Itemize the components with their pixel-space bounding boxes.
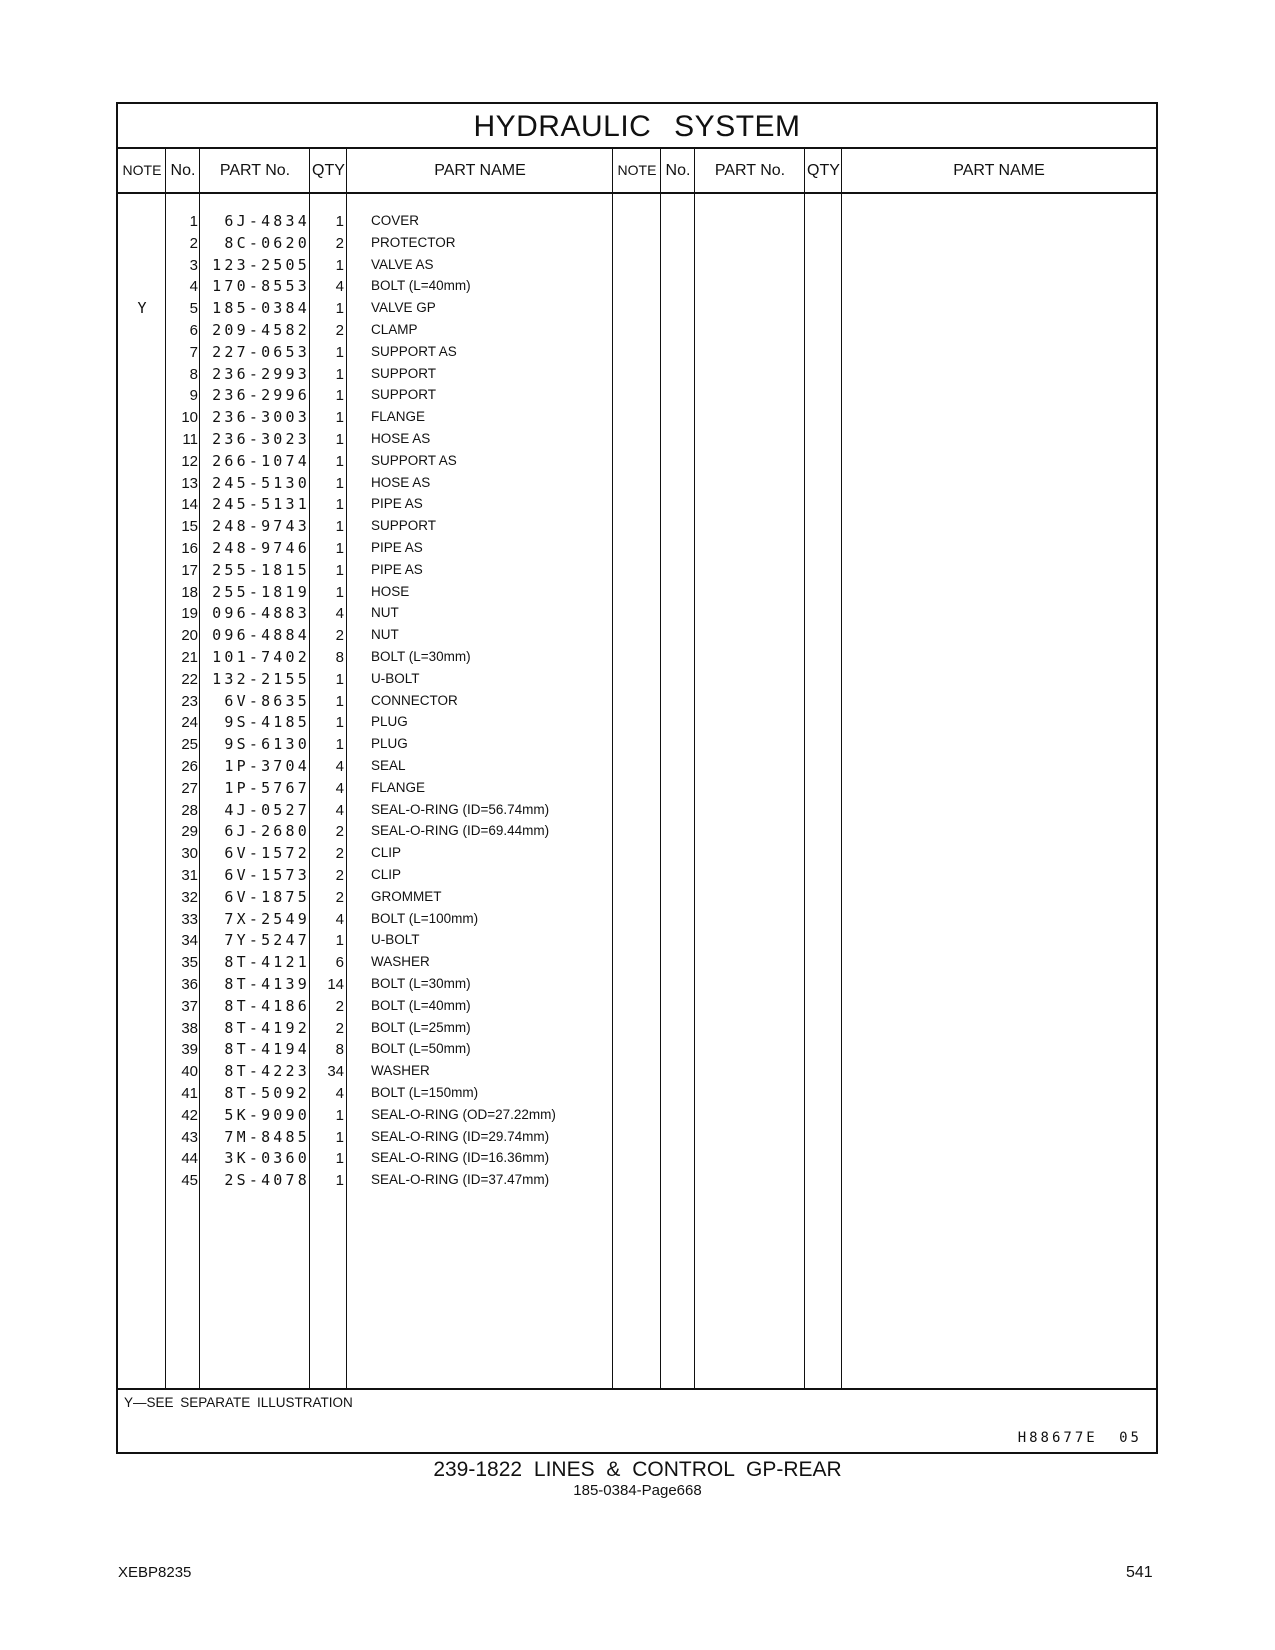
quantity: 1	[335, 583, 344, 601]
item-number: 20	[181, 627, 198, 645]
part-name: SEAL-O-RING (ID=56.74mm)	[371, 801, 550, 817]
part-name: FLANGE	[371, 409, 426, 425]
part-number: 9S-6130	[224, 735, 310, 754]
item-number: 41	[181, 1085, 198, 1102]
table-row	[118, 407, 1156, 429]
note-cell	[118, 473, 166, 495]
table-row	[118, 255, 1156, 277]
part-name: CONNECTOR	[371, 692, 458, 708]
part-name: PROTECTOR	[371, 234, 456, 250]
item-number: 17	[181, 561, 198, 579]
note-cell	[118, 821, 166, 843]
note-cell	[118, 1170, 166, 1192]
item-number: 38	[181, 1019, 198, 1037]
table-row	[118, 821, 1156, 843]
part-number: 6J-2680	[224, 822, 310, 841]
header-no-right: No.	[665, 162, 691, 179]
item-number: 27	[181, 779, 198, 797]
quantity: 2	[335, 234, 344, 252]
quantity: 1	[335, 736, 344, 754]
item-number: 1	[189, 213, 198, 230]
note-cell	[118, 843, 166, 865]
note-cell	[118, 494, 166, 516]
part-number: 6J-4834	[224, 212, 310, 230]
part-name: VALVE AS	[371, 256, 434, 272]
part-number: 8T-4139	[224, 975, 310, 993]
item-number: 5	[189, 300, 198, 318]
quantity: 1	[335, 1172, 344, 1190]
table-row	[118, 233, 1156, 255]
table-row	[118, 647, 1156, 669]
item-number: 35	[181, 954, 198, 972]
part-name: FLANGE	[371, 779, 426, 795]
table-row	[118, 320, 1156, 342]
quantity: 34	[327, 1063, 344, 1081]
page-title: HYDRAULIC SYSTEM	[118, 104, 1156, 149]
part-number: 255-1819	[212, 582, 310, 601]
part-number: 245-5130	[212, 473, 310, 492]
quantity: 1	[335, 496, 344, 514]
quantity: 2	[335, 322, 344, 339]
quantity: 2	[335, 845, 344, 863]
part-number: 8C-0620	[224, 233, 310, 252]
quantity: 1	[335, 474, 344, 492]
part-number: 266-1074	[212, 451, 310, 470]
part-number: 096-4884	[212, 626, 310, 645]
part-name: CLIP	[371, 867, 402, 882]
item-number: 14	[181, 496, 198, 514]
part-name: BOLT (L=100mm)	[371, 910, 479, 926]
quantity: 1	[335, 518, 344, 536]
quantity: 1	[335, 1106, 344, 1124]
note-cell	[118, 996, 166, 1018]
table-row	[118, 625, 1156, 647]
part-number: 236-3023	[212, 430, 310, 448]
quantity: 1	[335, 540, 344, 557]
item-number: 30	[181, 845, 198, 863]
part-name: CLAMP	[371, 322, 418, 337]
item-number: 8	[189, 365, 198, 383]
part-name: WASHER	[371, 954, 430, 970]
quantity: 1	[335, 670, 344, 688]
header-qty: QTY	[312, 162, 345, 179]
header-note: NOTE	[122, 162, 162, 178]
table-row	[118, 1105, 1156, 1127]
quantity: 1	[335, 714, 344, 732]
table-row	[118, 211, 1156, 233]
item-number: 23	[181, 692, 198, 710]
group-caption: 239-1822 LINES & CONTROL GP-REAR	[433, 1458, 842, 1481]
quantity: 4	[335, 278, 344, 296]
part-name: SUPPORT	[371, 387, 437, 403]
part-number: 1P-5767	[224, 778, 310, 797]
item-number: 45	[181, 1172, 198, 1190]
part-number: 8T-4121	[224, 953, 310, 972]
part-name: SEAL	[371, 758, 406, 773]
part-number: 123-2505	[212, 255, 310, 274]
part-name: BOLT (L=30mm)	[371, 649, 471, 664]
quantity: 8	[335, 1041, 344, 1059]
part-number: 8T-5092	[224, 1084, 310, 1102]
part-number: 5K-9090	[224, 1105, 310, 1124]
quantity: 1	[335, 213, 344, 230]
item-number: 28	[181, 801, 198, 819]
item-number: 18	[181, 583, 198, 601]
note-cell	[118, 1127, 166, 1149]
note-cell	[118, 320, 166, 342]
note-cell	[118, 930, 166, 952]
quantity: 4	[335, 605, 344, 623]
part-name: WASHER	[371, 1063, 430, 1079]
part-number: 6V-1572	[224, 844, 310, 863]
part-name: SUPPORT AS	[371, 452, 457, 468]
table-row	[118, 930, 1156, 952]
note-cell	[118, 1105, 166, 1127]
quantity: 1	[335, 300, 344, 318]
part-name: PIPE AS	[371, 561, 423, 577]
part-name: HOSE AS	[371, 431, 431, 446]
part-number: 255-1815	[212, 560, 310, 579]
part-name: BOLT (L=40mm)	[371, 278, 471, 294]
note-cell	[118, 778, 166, 800]
note-cell	[118, 1148, 166, 1170]
part-name: VALVE GP	[371, 300, 436, 316]
item-number: 39	[181, 1041, 198, 1059]
item-number: 12	[181, 452, 198, 470]
table-row	[118, 691, 1156, 713]
table-row	[118, 887, 1156, 909]
part-name: SUPPORT	[371, 518, 437, 534]
note-cell: Y	[137, 299, 147, 318]
part-number: 185-0384	[212, 299, 310, 318]
note-cell	[118, 974, 166, 996]
part-number: 245-5131	[212, 495, 310, 514]
item-number: 16	[181, 540, 198, 557]
table-row	[118, 1018, 1156, 1040]
part-name: U-BOLT	[371, 932, 420, 948]
group-subcaption: 185-0384-Page668	[573, 1482, 702, 1499]
part-number: 6V-1875	[224, 887, 310, 906]
table-row	[118, 451, 1156, 473]
table-row	[118, 843, 1156, 865]
quantity: 4	[335, 801, 344, 819]
part-number: 7Y-5247	[224, 931, 310, 950]
quantity: 1	[335, 256, 344, 274]
part-number: 4J-0527	[224, 800, 310, 819]
quantity: 1	[335, 452, 344, 470]
note-cell	[118, 538, 166, 560]
item-number: 36	[181, 976, 198, 993]
note-cell	[118, 909, 166, 931]
note-cell	[118, 647, 166, 669]
quantity: 4	[335, 1085, 344, 1102]
quantity: 1	[335, 1150, 344, 1168]
part-number: 8T-4194	[224, 1040, 310, 1059]
item-number: 24	[181, 714, 198, 732]
part-number: 8T-4192	[224, 1018, 310, 1037]
part-number: 209-4582	[212, 321, 310, 339]
table-row	[118, 1170, 1156, 1192]
item-number: 26	[181, 758, 198, 775]
table-row	[118, 1039, 1156, 1061]
item-number: 4	[189, 278, 198, 296]
table-row	[118, 603, 1156, 625]
note-cell	[118, 712, 166, 734]
part-name: HOSE	[371, 583, 410, 599]
part-name: NUT	[371, 627, 399, 643]
quantity: 1	[335, 343, 344, 361]
note-cell	[118, 691, 166, 713]
note-cell	[118, 1061, 166, 1083]
note-cell	[118, 1018, 166, 1040]
part-name: PIPE AS	[371, 540, 423, 555]
footnote: Y—SEE SEPARATE ILLUSTRATION	[124, 1395, 353, 1410]
note-cell	[118, 385, 166, 407]
item-number: 29	[181, 823, 198, 841]
part-name: BOLT (L=30mm)	[371, 976, 471, 991]
item-number: 25	[181, 736, 198, 754]
item-number: 11	[182, 431, 198, 448]
item-number: 34	[181, 932, 198, 950]
quantity: 8	[335, 649, 344, 666]
part-name: PLUG	[371, 714, 408, 730]
note-cell	[118, 560, 166, 582]
part-number: 248-9743	[212, 517, 310, 536]
part-name: BOLT (L=40mm)	[371, 997, 471, 1013]
header-qty-right: QTY	[807, 162, 840, 179]
table-row	[118, 342, 1156, 364]
quantity: 1	[335, 561, 344, 579]
part-name: PIPE AS	[371, 496, 423, 512]
part-name: U-BOLT	[371, 670, 420, 686]
table-row	[118, 996, 1156, 1018]
header-no: No.	[170, 162, 196, 179]
table-row	[118, 494, 1156, 516]
item-number: 32	[181, 888, 198, 906]
part-number: 9S-4185	[224, 713, 310, 732]
header-part-name: PART NAME	[434, 162, 526, 179]
part-name: BOLT (L=25mm)	[371, 1019, 471, 1035]
quantity: 2	[335, 997, 344, 1015]
note-cell	[118, 342, 166, 364]
part-number: 248-9746	[212, 539, 310, 557]
table-row	[118, 560, 1156, 582]
part-number: 236-2993	[212, 364, 310, 383]
quantity: 2	[335, 1019, 344, 1037]
header-part-no-right: PART No.	[714, 162, 786, 179]
note-cell	[118, 276, 166, 298]
part-name: SEAL-O-RING (OD=27.22mm)	[371, 1106, 556, 1122]
part-name: COVER	[371, 213, 420, 228]
part-name: BOLT (L=150mm)	[371, 1085, 479, 1100]
note-cell	[118, 1039, 166, 1061]
part-number: 8T-4186	[224, 996, 310, 1015]
part-number: 7X-2549	[224, 909, 310, 928]
item-number: 2	[189, 234, 198, 252]
part-number: 7M-8485	[224, 1127, 310, 1146]
quantity: 2	[335, 627, 344, 645]
note-cell	[118, 211, 166, 233]
part-name: SUPPORT AS	[371, 343, 457, 359]
item-number: 15	[181, 518, 198, 536]
table-row	[118, 865, 1156, 887]
part-number: 1P-3704	[224, 757, 310, 775]
note-cell	[118, 865, 166, 887]
part-name: SEAL-O-RING (ID=69.44mm)	[371, 823, 550, 839]
note-cell	[118, 625, 166, 647]
part-number: 8T-4223	[224, 1062, 310, 1081]
footer-divider	[118, 1388, 1156, 1390]
quantity: 14	[327, 976, 344, 993]
item-number: 22	[181, 670, 198, 688]
item-number: 40	[181, 1063, 198, 1081]
table-row	[118, 909, 1156, 931]
part-number: 096-4883	[212, 604, 310, 623]
quantity: 1	[335, 1128, 344, 1146]
table-row	[118, 516, 1156, 538]
quantity: 2	[335, 888, 344, 906]
parts-table-frame	[116, 102, 1158, 1454]
quantity: 4	[335, 779, 344, 797]
part-number: 6V-1573	[224, 866, 310, 884]
table-row	[118, 298, 1156, 320]
note-cell	[118, 233, 166, 255]
part-number: 227-0653	[212, 342, 310, 361]
table-row	[118, 952, 1156, 974]
note-cell	[118, 800, 166, 822]
header-part-name-right: PART NAME	[953, 162, 1045, 179]
part-number: 132-2155	[212, 669, 310, 688]
item-number: 19	[181, 605, 198, 623]
note-cell	[118, 1083, 166, 1105]
table-row	[118, 712, 1156, 734]
part-name: PLUG	[371, 736, 408, 752]
item-number: 9	[189, 387, 198, 405]
table-header	[118, 149, 1156, 194]
page-number: 541	[1126, 1564, 1153, 1581]
quantity: 1	[335, 692, 344, 710]
table-row	[118, 1083, 1156, 1105]
item-number: 6	[189, 322, 198, 339]
table-row	[118, 276, 1156, 298]
part-number: 6V-8635	[224, 691, 310, 710]
part-name: GROMMET	[371, 888, 442, 904]
note-cell	[118, 887, 166, 909]
part-name: BOLT (L=50mm)	[371, 1041, 471, 1057]
item-number: 43	[181, 1128, 198, 1146]
part-name: SEAL-O-RING (ID=37.47mm)	[371, 1172, 550, 1188]
note-cell	[118, 407, 166, 429]
note-cell	[118, 516, 166, 538]
reference-code: H88677E 05	[1017, 1430, 1142, 1446]
item-number: 37	[181, 997, 198, 1015]
table-row	[118, 1127, 1156, 1149]
note-cell	[118, 756, 166, 778]
part-name: SUPPORT	[371, 365, 437, 381]
table-row	[118, 800, 1156, 822]
quantity: 2	[335, 823, 344, 841]
table-row	[118, 669, 1156, 691]
part-name: HOSE AS	[371, 474, 431, 490]
table-row	[118, 364, 1156, 386]
part-name: SEAL-O-RING (ID=16.36mm)	[371, 1150, 550, 1166]
table-row	[118, 756, 1156, 778]
table-row	[118, 778, 1156, 800]
item-number: 33	[181, 910, 198, 928]
note-cell	[118, 429, 166, 451]
quantity: 6	[335, 954, 344, 972]
table-row	[118, 734, 1156, 756]
quantity: 1	[335, 409, 344, 427]
table-row	[118, 473, 1156, 495]
quantity: 1	[335, 387, 344, 405]
item-number: 10	[181, 409, 198, 427]
note-cell	[118, 255, 166, 277]
item-number: 31	[181, 867, 198, 884]
quantity: 1	[335, 431, 344, 448]
table-row	[118, 974, 1156, 996]
quantity: 1	[335, 932, 344, 950]
table-row	[118, 385, 1156, 407]
quantity: 1	[335, 365, 344, 383]
quantity: 4	[335, 910, 344, 928]
item-number: 21	[181, 649, 198, 666]
document-id: XEBP8235	[118, 1564, 192, 1581]
note-cell	[118, 952, 166, 974]
header-part-no: PART No.	[219, 162, 291, 179]
note-cell	[118, 364, 166, 386]
table-row	[118, 1061, 1156, 1083]
part-name: NUT	[371, 605, 399, 621]
note-cell	[118, 603, 166, 625]
header-note-right: NOTE	[617, 162, 657, 178]
part-name: SEAL-O-RING (ID=29.74mm)	[371, 1128, 550, 1144]
part-number: 170-8553	[212, 277, 310, 296]
part-name: CLIP	[371, 845, 402, 861]
item-number: 42	[181, 1106, 198, 1124]
part-number: 3K-0360	[224, 1149, 310, 1168]
quantity: 2	[335, 867, 344, 884]
note-cell	[118, 734, 166, 756]
part-number: 236-2996	[212, 386, 310, 405]
table-row	[118, 429, 1156, 451]
part-number: 2S-4078	[224, 1171, 310, 1190]
item-number: 13	[181, 474, 198, 492]
table-row	[118, 1148, 1156, 1170]
quantity: 4	[335, 758, 344, 775]
note-cell	[118, 669, 166, 691]
item-number: 3	[189, 256, 198, 274]
part-number: 101-7402	[212, 648, 310, 666]
note-cell	[118, 582, 166, 604]
table-row	[118, 538, 1156, 560]
part-number: 236-3003	[212, 408, 310, 427]
item-number: 44	[181, 1150, 198, 1168]
table-row	[118, 582, 1156, 604]
item-number: 7	[189, 343, 198, 361]
note-cell	[118, 451, 166, 473]
